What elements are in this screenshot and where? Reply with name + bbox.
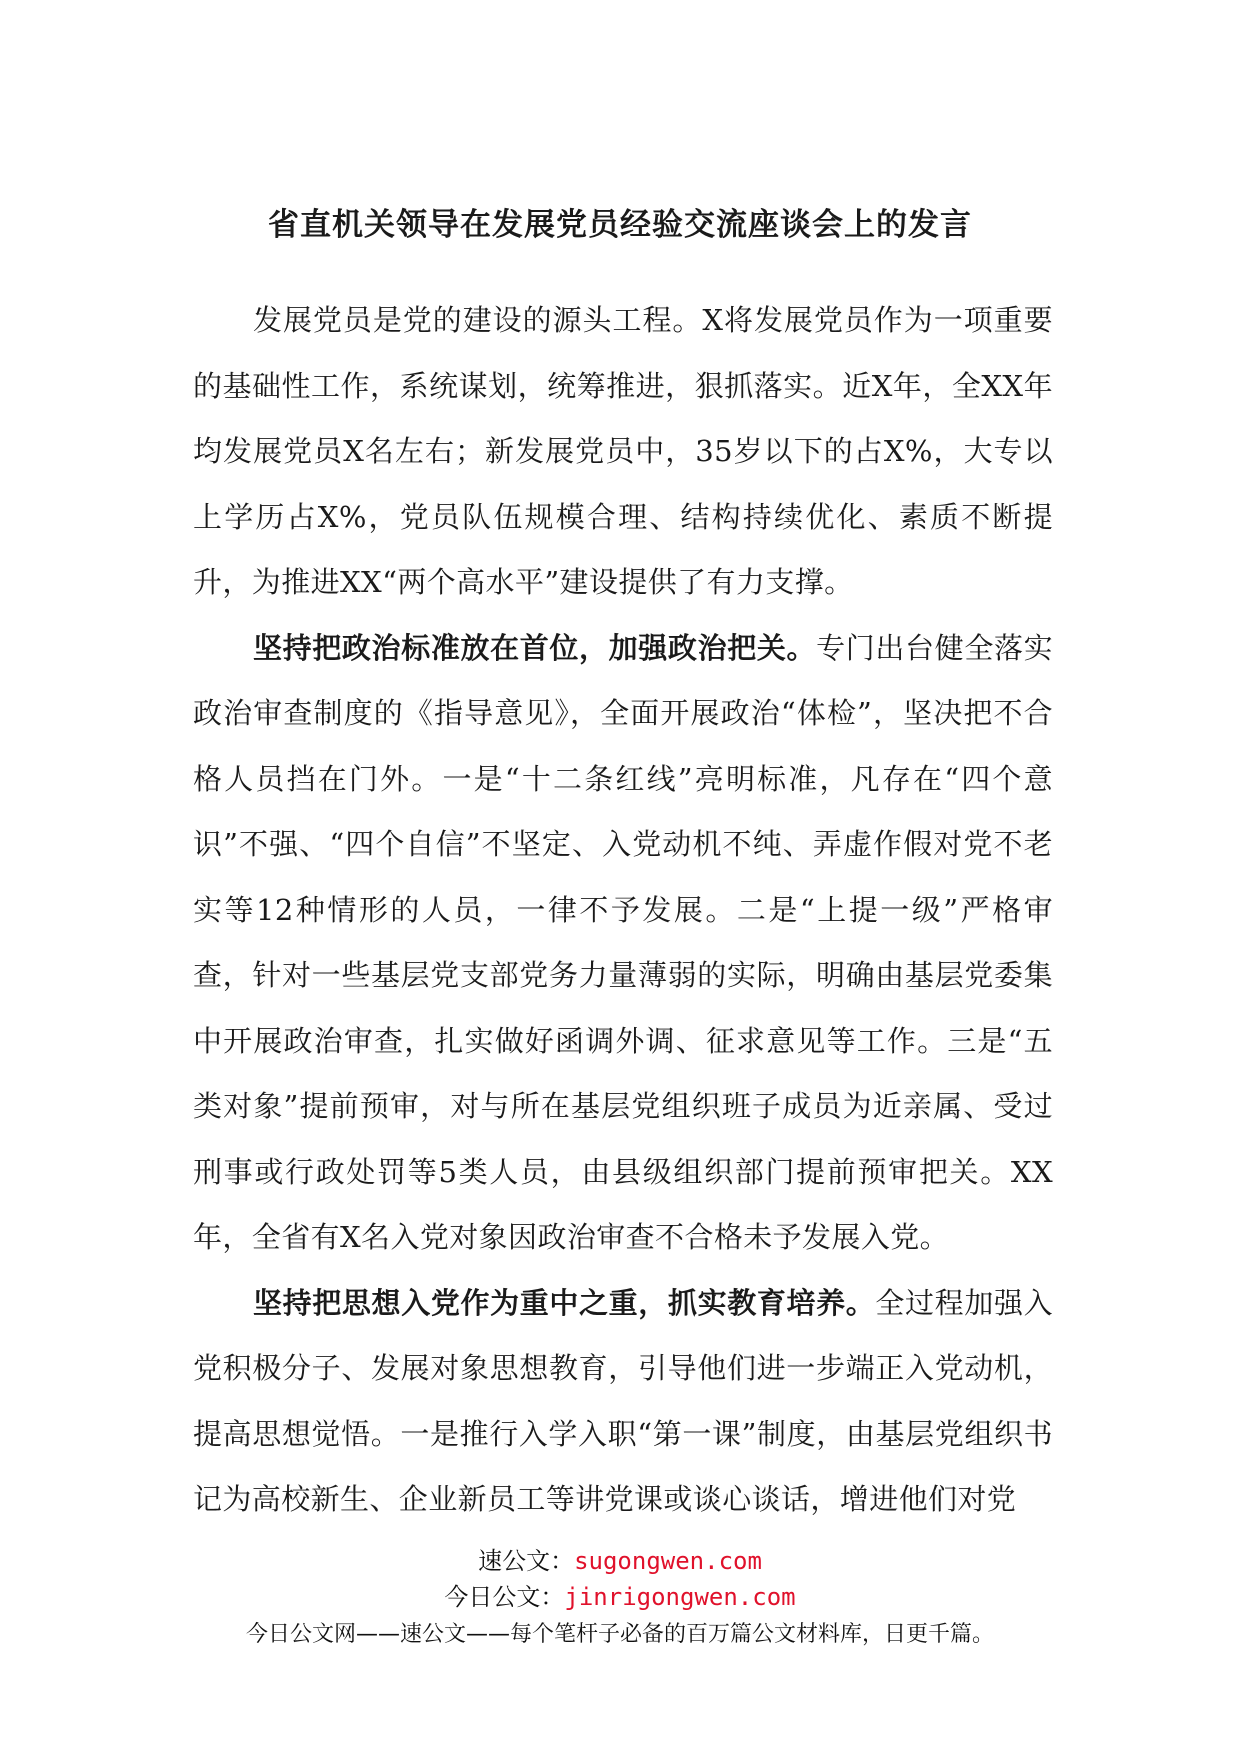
paragraph-heading: 坚持把思想入党作为重中之重，抓实教育培养。 bbox=[253, 1285, 876, 1320]
footer-label: 今日公文： bbox=[444, 1583, 565, 1611]
paragraph-political-review bbox=[193, 616, 1053, 1271]
footer-line-jinrigongwen bbox=[0, 1579, 1240, 1615]
footer-link-jinrigongwen[interactable]: jinrigongwen.com bbox=[564, 1583, 796, 1611]
document-body bbox=[193, 288, 1053, 1533]
watermark-footer bbox=[0, 1543, 1240, 1653]
footer-line-sugongwen bbox=[0, 1543, 1240, 1579]
paragraph-ideological-education bbox=[193, 1271, 1053, 1533]
footer-label: 速公文： bbox=[478, 1547, 575, 1575]
footer-link-sugongwen[interactable]: sugongwen.com bbox=[574, 1547, 762, 1575]
paragraph-heading: 坚持把政治标准放在首位，加强政治把关。 bbox=[253, 630, 817, 665]
footer-tagline: 今日公文网——速公文——每个笔杆子必备的百万篇公文材料库，日更千篇。 bbox=[245, 1622, 994, 1647]
paragraph-intro bbox=[193, 288, 1053, 616]
paragraph-text: 发展党员是党的建设的源头工程。X将发展党员作为一项重要的基础性工作，系统谋划，统筹推进，狠抓落实。近X年，全XX年均发展党员X名左右；新发展党员中，35岁以下的占X%，大专以上学历占X%，党员队伍规模合理、结构持续优化、素质不断提升，为推进XX“两个高水平”建设提供了有力支撑。 bbox=[193, 303, 1053, 599]
paragraph-text: 专门出台健全落实政治审查制度的《指导意见》，全面开展政治“体检”，坚决把不合格人员挡在门外。一是“十二条红线”亮明标准，凡存在“四个意识”不强、“四个自信”不坚定、入党动机不纯、弄虚作假对党不老实等12种情形的人员，一律不予发展。二是“上提一级”严格审查，针对一些基层党支部党务力量薄弱的实际，明确由基层党委集中开展政治审查，扎实做好函调外调、征求意见等工作。三是“五类对象”提前预审，对与所在基层党组织班子成员为近亲属、受过刑事或行政处罚等5类人员，由县级组织部门提前预审把关。XX年，全省有X名入党对象因政治审查不合格未予发展入党。 bbox=[193, 630, 1053, 1254]
document-title: 省直机关领导在发展党员经验交流座谈会上的发言 bbox=[268, 207, 972, 243]
paragraph-text: 全过程加强入党积极分子、发展对象思想教育，引导他们进一步端正入党动机，提高思想觉悟。一是推行入学入职“第一课”制度，由基层党组织书记为高校新生、企业新员工等讲党课或谈心谈话，增进他们对党 bbox=[193, 1285, 1053, 1516]
